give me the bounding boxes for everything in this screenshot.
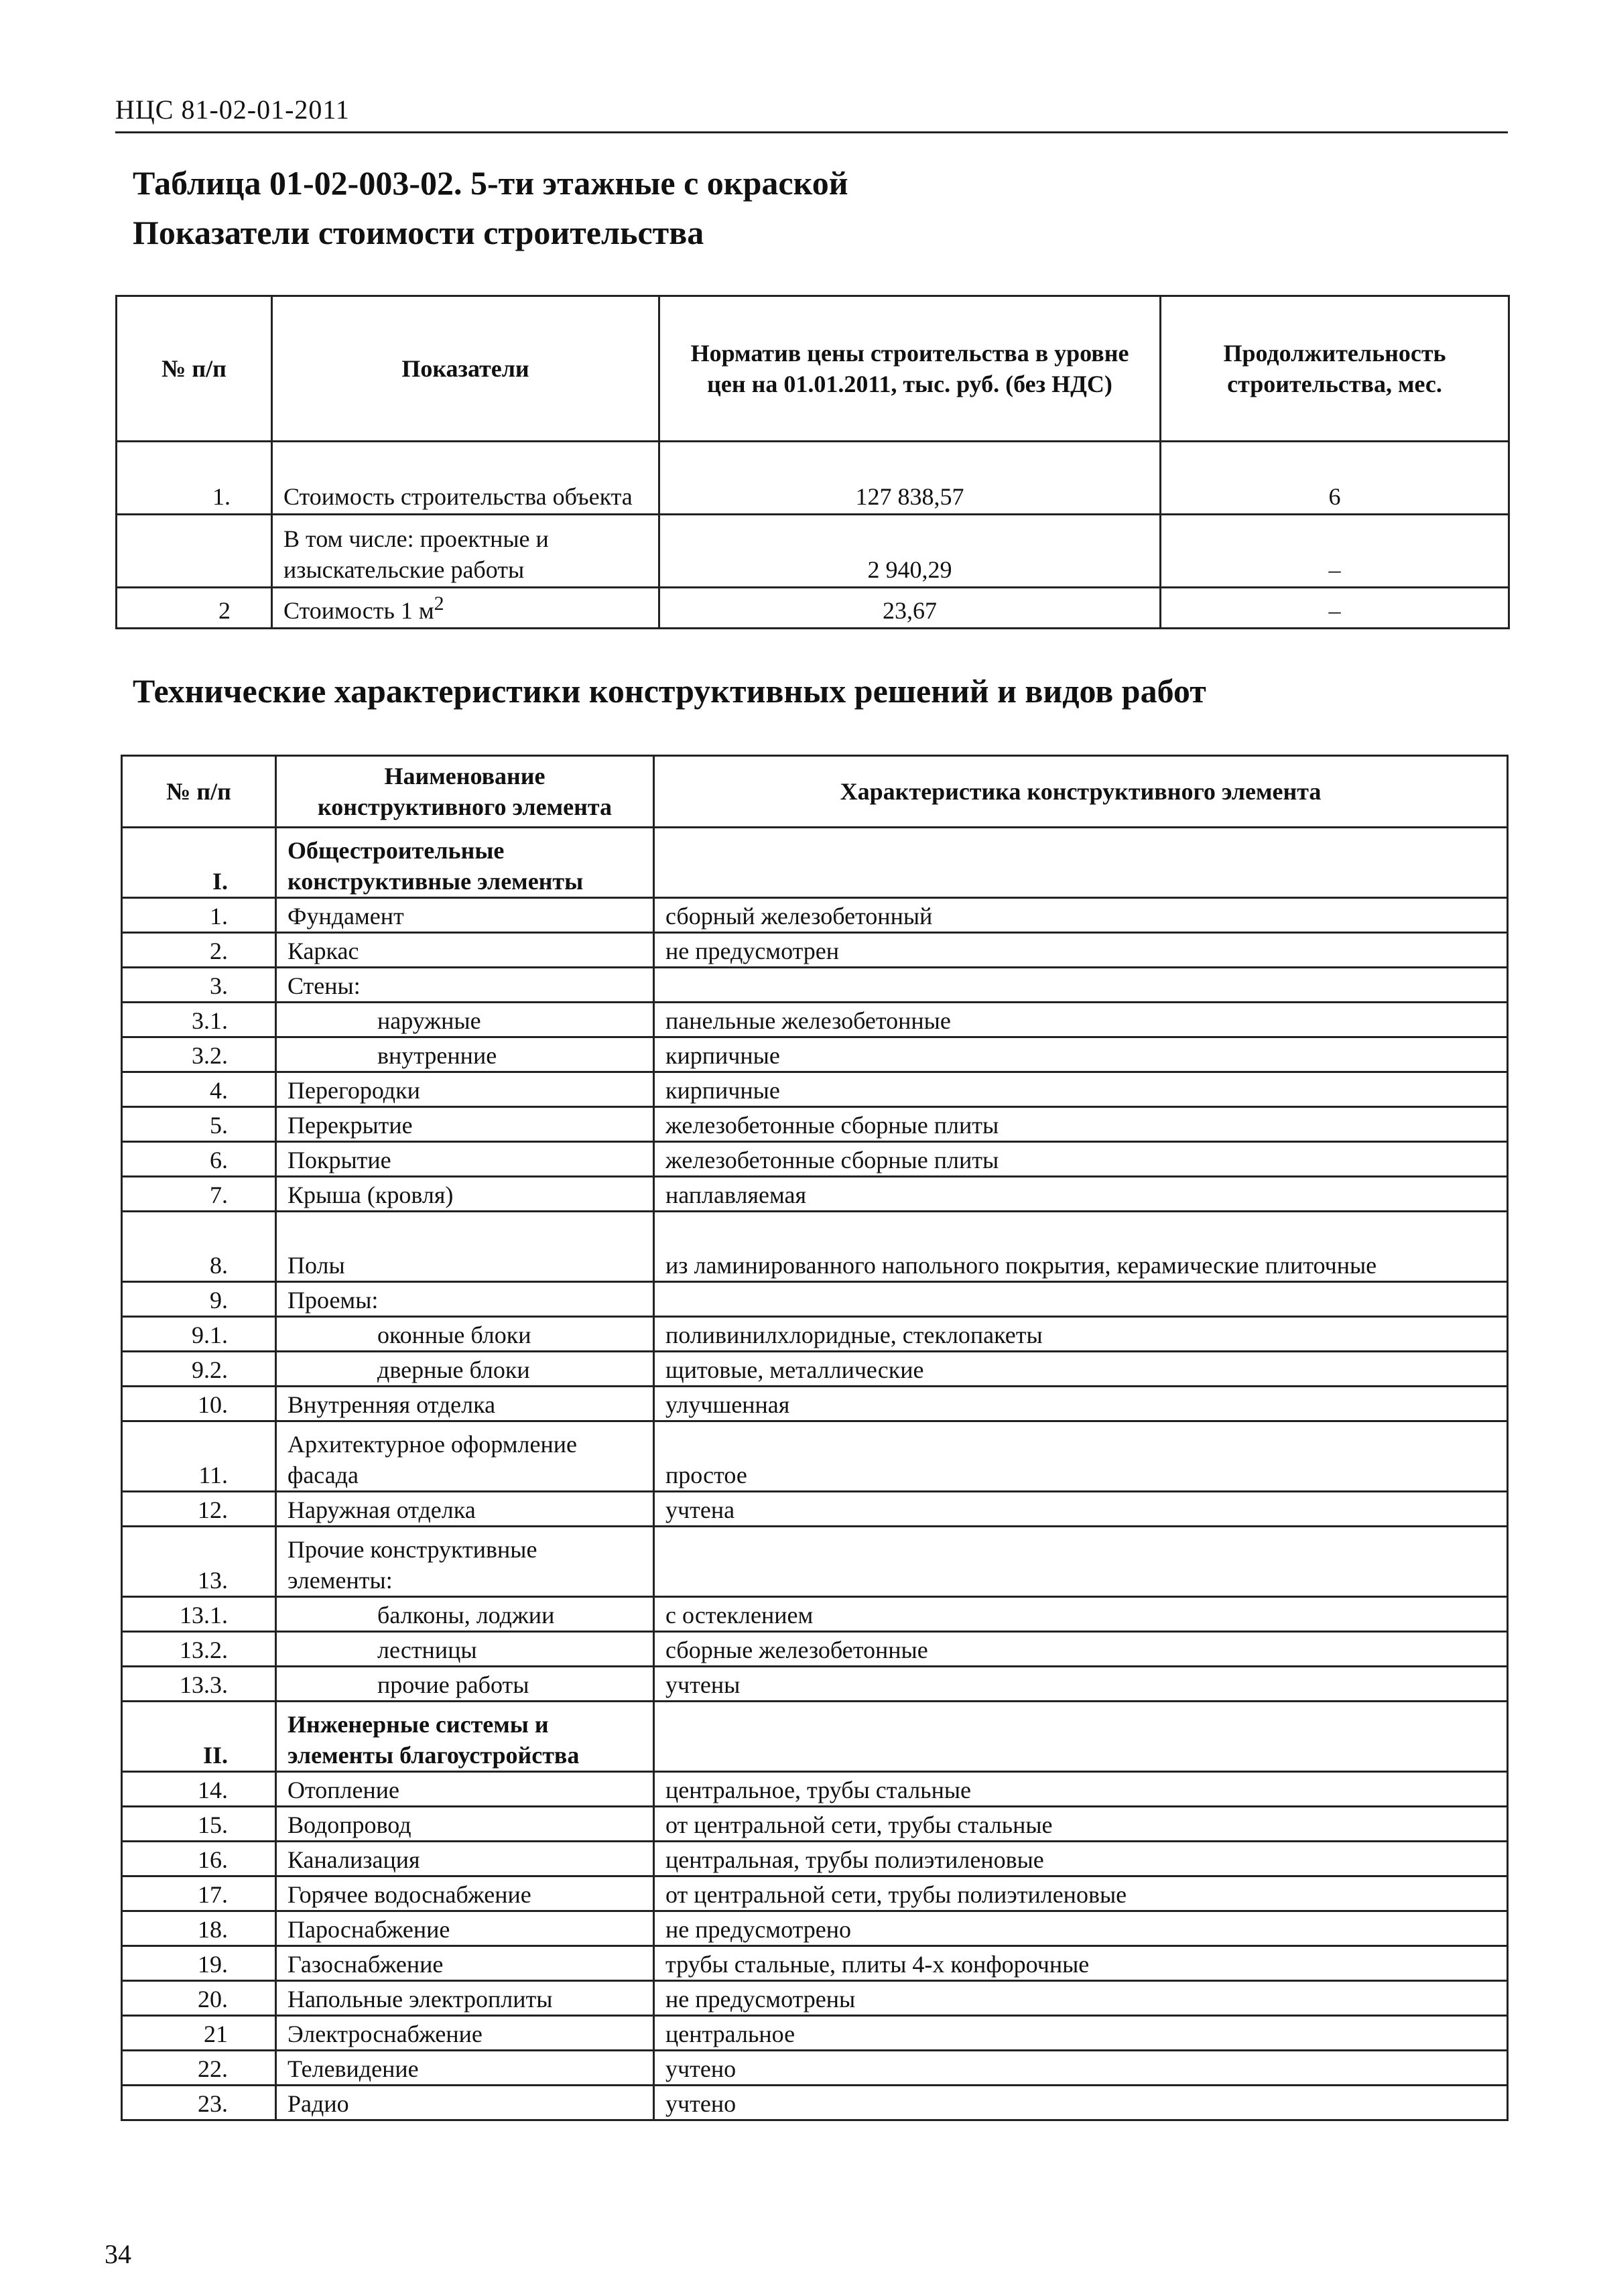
cost-row-indicator [272,588,659,629]
cost-row [117,515,1509,588]
tech-row [122,2016,1508,2051]
tech-row-name: лестницы [276,1632,654,1667]
cost-row-price: 127 838,57 [659,442,1161,515]
page-number: 34 [105,2239,131,2269]
cost-header-duration: Продолжительность строительства, мес. [1161,296,1509,442]
tech-row-name: Каркас [276,933,654,968]
tech-row-name: Архитектурное оформление фасада [276,1421,654,1492]
tech-row [122,1352,1508,1387]
tech-row-num: 13.1. [122,1597,276,1632]
table-title: Таблица 01-02-003-02. 5-ти этажные с окраской [133,164,848,202]
tech-row-num: 9. [122,1282,276,1317]
tech-row [122,1981,1508,2016]
tech-row [122,1772,1508,1807]
tech-row-num: 1. [122,898,276,933]
cost-row-duration: – [1161,515,1509,588]
cost-row-indicator: В том числе: проектные и изыскательские работы [272,515,659,588]
tech-row-name: Отопление [276,1772,654,1807]
tech-row-num: 20. [122,1981,276,2016]
tech-row-characteristic: железобетонные сборные плиты [654,1142,1508,1177]
tech-row [122,898,1508,933]
tech-row [122,1282,1508,1317]
tech-row-characteristic: центральное, трубы стальные [654,1772,1508,1807]
tech-row [122,1911,1508,1946]
tech-row-name: Радио [276,2086,654,2120]
tech-row-num: 21 [122,2016,276,2051]
tech-row-num: 13.2. [122,1632,276,1667]
tech-row [122,968,1508,1003]
tech-row-num: 3.2. [122,1037,276,1072]
tech-row-characteristic: учтены [654,1667,1508,1702]
tech-row-num: 23. [122,2086,276,2120]
tech-header-name: Наименование конструктивного элемента [276,756,654,828]
tech-row [122,1212,1508,1282]
tech-row-name: Стены: [276,968,654,1003]
tech-row-characteristic: простое [654,1421,1508,1492]
cost-row-num: 2 [117,588,272,629]
tech-row-num: 11. [122,1421,276,1492]
tech-row-num: 12. [122,1492,276,1527]
tech-row-name: Канализация [276,1842,654,1876]
tech-row-name: Общестроительные конструктивные элементы [276,828,654,898]
document-code: НЦС 81-02-01-2011 [115,94,350,125]
tech-row-characteristic: щитовые, металлические [654,1352,1508,1387]
cost-header-price: Норматив цены строительства в уровне цен на 01.01.2011, тыс. руб. (без НДС) [659,296,1161,442]
tech-row-num: 7. [122,1177,276,1212]
tech-row-name: Перегородки [276,1072,654,1107]
tech-row-characteristic [654,1282,1508,1317]
tech-row-name: Крыша (кровля) [276,1177,654,1212]
tech-row-characteristic: панельные железобетонные [654,1003,1508,1037]
tech-row [122,1842,1508,1876]
tech-row-name: балконы, лоджии [276,1597,654,1632]
tech-row-name: внутренние [276,1037,654,1072]
tech-row-num: 17. [122,1876,276,1911]
tech-row [122,1177,1508,1212]
tech-row [122,1421,1508,1492]
tech-row-characteristic: поливинилхлоридные, стеклопакеты [654,1317,1508,1352]
tech-row-num: 3. [122,968,276,1003]
cost-table-header-row [117,296,1509,442]
tech-row-name: Проемы: [276,1282,654,1317]
cost-row [117,442,1509,515]
tech-row [122,1037,1508,1072]
tech-row [122,1492,1508,1527]
tech-row-name: Прочие конструктивные элементы: [276,1527,654,1597]
tech-row-name: Внутренняя отделка [276,1387,654,1421]
tech-row-num: 5. [122,1107,276,1142]
tech-row-num: 8. [122,1212,276,1282]
cost-row-indicator-text: Стоимость 1 м [283,597,434,624]
tech-row-num: 15. [122,1807,276,1842]
tech-row [122,1387,1508,1421]
tech-row-characteristic: не предусмотрены [654,1981,1508,2016]
tech-row-name: Водопровод [276,1807,654,1842]
tech-row-characteristic: улучшенная [654,1387,1508,1421]
tech-header-characteristic: Характеристика конструктивного элемента [654,756,1508,828]
tech-row-num: 10. [122,1387,276,1421]
tech-row-num: 13. [122,1527,276,1597]
tech-row-num: 6. [122,1142,276,1177]
cost-row [117,588,1509,629]
tech-row [122,1632,1508,1667]
tech-row-characteristic [654,1527,1508,1597]
cost-row-duration: 6 [1161,442,1509,515]
tech-row-characteristic: сборные железобетонные [654,1632,1508,1667]
tech-row-characteristic: кирпичные [654,1037,1508,1072]
tech-row-characteristic: не предусмотрен [654,933,1508,968]
tech-row-characteristic: центральное [654,2016,1508,2051]
cost-row-num: 1. [117,442,272,515]
tech-row-characteristic: с остеклением [654,1597,1508,1632]
tech-row [122,1876,1508,1911]
tech-row [122,1003,1508,1037]
tech-row-characteristic: от центральной сети, трубы стальные [654,1807,1508,1842]
tech-row-name: Покрытие [276,1142,654,1177]
tech-row [122,1107,1508,1142]
tech-row-characteristic: наплавляемая [654,1177,1508,1212]
cost-row-duration: – [1161,588,1509,629]
tech-row-num: 9.2. [122,1352,276,1387]
tech-row-name: Наружная отделка [276,1492,654,1527]
tech-row-num: 19. [122,1946,276,1981]
tech-row-num: 3.1. [122,1003,276,1037]
tech-row [122,1702,1508,1772]
tech-row-name: Напольные электроплиты [276,1981,654,2016]
cost-table [115,295,1510,629]
tech-row [122,1072,1508,1107]
cost-section-title: Показатели стоимости строительства [133,214,704,251]
tech-row-name: Фундамент [276,898,654,933]
tech-row-num: 22. [122,2051,276,2086]
tech-row [122,933,1508,968]
tech-row-name: Инженерные системы и элементы благоустройства [276,1702,654,1772]
tech-row-characteristic: из ламинированного напольного покрытия, керамические плиточные [654,1212,1508,1282]
tech-row-characteristic: от центральной сети, трубы полиэтиленовые [654,1876,1508,1911]
tech-row-characteristic: железобетонные сборные плиты [654,1107,1508,1142]
tech-row-name: прочие работы [276,1667,654,1702]
tech-row-name: дверные блоки [276,1352,654,1387]
tech-row-name: Телевидение [276,2051,654,2086]
tech-row [122,1946,1508,1981]
tech-row-name: Электроснабжение [276,2016,654,2051]
tech-row-name: наружные [276,1003,654,1037]
tech-row-characteristic: учтено [654,2086,1508,2120]
tech-row-characteristic [654,968,1508,1003]
tech-row [122,1597,1508,1632]
tech-row-name: Пароснабжение [276,1911,654,1946]
tech-row-characteristic [654,1702,1508,1772]
tech-row-num: 14. [122,1772,276,1807]
tech-header-num: № п/п [122,756,276,828]
cost-header-num: № п/п [117,296,272,442]
tech-row-name: оконные блоки [276,1317,654,1352]
tech-row-num: 16. [122,1842,276,1876]
tech-row-characteristic: сборный железобетонный [654,898,1508,933]
tech-row-num: 13.3. [122,1667,276,1702]
tech-row-name: Перекрытие [276,1107,654,1142]
tech-row-characteristic: не предусмотрено [654,1911,1508,1946]
tech-row [122,1142,1508,1177]
tech-table-body [122,828,1508,2120]
tech-row-characteristic: центральная, трубы полиэтиленовые [654,1842,1508,1876]
cost-row-indicator: Стоимость строительства объекта [272,442,659,515]
tech-row-num: 18. [122,1911,276,1946]
tech-row-name: Полы [276,1212,654,1282]
tech-row [122,1317,1508,1352]
tech-row [122,1807,1508,1842]
tech-row [122,2086,1508,2120]
tech-row-name: Газоснабжение [276,1946,654,1981]
tech-row-name: Горячее водоснабжение [276,1876,654,1911]
tech-row-characteristic: трубы стальные, плиты 4-х конфорочные [654,1946,1508,1981]
cost-row-price: 23,67 [659,588,1161,629]
square-superscript: 2 [434,592,444,615]
cost-row-num [117,515,272,588]
tech-table-header-row [122,756,1508,828]
tech-row [122,2051,1508,2086]
tech-row-num: 9.1. [122,1317,276,1352]
tech-row [122,1527,1508,1597]
tech-table [121,755,1509,2121]
tech-row [122,1667,1508,1702]
tech-row-characteristic [654,828,1508,898]
tech-row-characteristic: кирпичные [654,1072,1508,1107]
tech-row-num: 2. [122,933,276,968]
tech-row-num: 4. [122,1072,276,1107]
header-rule [115,131,1508,133]
cost-row-price: 2 940,29 [659,515,1161,588]
tech-row [122,828,1508,898]
tech-row-characteristic: учтена [654,1492,1508,1527]
tech-row-num: II. [122,1702,276,1772]
cost-header-indicator: Показатели [272,296,659,442]
tech-section-title: Технические характеристики конструктивных решений и видов работ [133,672,1206,710]
tech-row-characteristic: учтено [654,2051,1508,2086]
tech-row-num: I. [122,828,276,898]
